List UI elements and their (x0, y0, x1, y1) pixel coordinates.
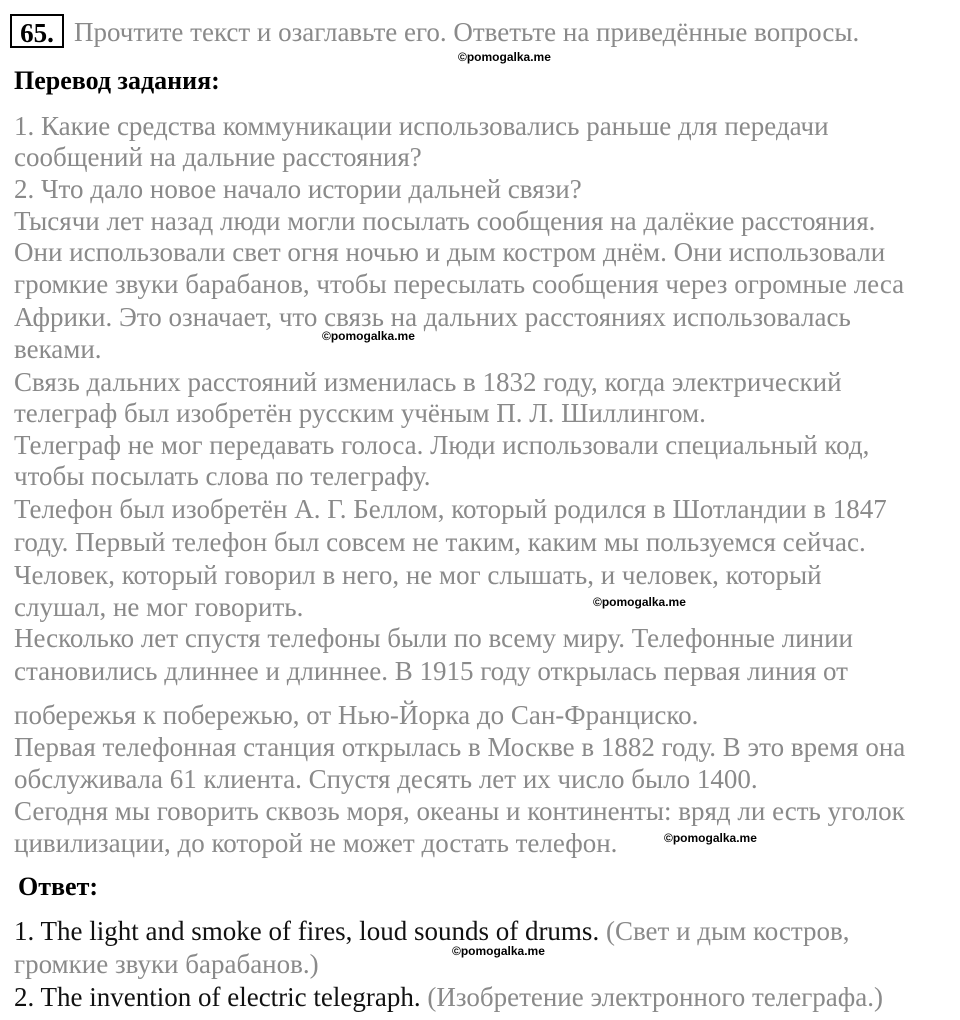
task-number: 65. (10, 14, 64, 48)
answer-2 (14, 981, 883, 1013)
text-line: Телеграф не мог передавать голоса. Люди использовали специальный код, (14, 430, 870, 460)
text-line: Сегодня мы говорить сквозь моря, океаны и континенты: вряд ли есть уголок (14, 796, 905, 826)
text-line: Человек, который говорил в него, не мог слышать, и человек, который (14, 560, 822, 590)
text-line: веками. (14, 334, 102, 364)
text-line: побережья к побережью, от Нью-Йорка до Сан-Франциско. (14, 700, 699, 730)
watermark: ©pomogalka.me (593, 595, 686, 609)
text-line: Несколько лет спустя телефоны были по всему миру. Телефонные линии (14, 623, 853, 653)
text-line: громкие звуки барабанов, чтобы пересылать сообщения через огромные леса (14, 269, 905, 299)
text-line: Первая телефонная станция открылась в Москве в 1882 году. В это время она (14, 732, 906, 762)
watermark: ©pomogalka.me (664, 831, 757, 845)
task-instruction: Прочтите текст и озаглавьте его. Ответьте на приведённые вопросы. (74, 17, 860, 47)
answer-heading: Ответ: (18, 872, 99, 901)
text-line: Связь дальних расстояний изменилась в 1832 году, когда электрический (14, 367, 842, 397)
text-line: 2. Что дало новое начало истории дальней связи? (14, 174, 582, 204)
text-line: Тысячи лет назад люди могли посылать сообщения на далёкие расстояния. (14, 206, 876, 236)
text-line: Они использовали свет огня ночью и дым костром днём. Они использовали (14, 237, 886, 267)
answer-1-russian: (Свет и дым костров, (605, 916, 850, 946)
text-line: чтобы посылать слова по телеграфу. (14, 461, 431, 491)
translation-heading: Перевод задания: (14, 66, 220, 95)
text-line: телеграф был изобретён русским учёным П. Л. Шиллингом. (14, 398, 706, 428)
answer-1-continued: громкие звуки барабанов.) (14, 949, 319, 979)
answer-2-english: 2. The invention of electric telegraph. (14, 982, 421, 1012)
answer-1-english: 1. The light and smoke of fires, loud sounds of drums. (14, 916, 600, 946)
text-line: Телефон был изобретён А. Г. Беллом, который родился в Шотландии в 1847 (14, 494, 887, 524)
text-line: слушал, не мог говорить. (14, 592, 304, 622)
text-line: 1. Какие средства коммуникации использовались раньше для передачи (14, 111, 829, 141)
text-line: обслуживала 61 клиента. Спустя десять лет их число было 1400. (14, 764, 758, 794)
text-line: становились длиннее и длиннее. В 1915 году открылась первая линия от (14, 656, 848, 686)
answer-1 (14, 915, 850, 947)
answer-2-russian: (Изобретение электронного телеграфа.) (427, 982, 884, 1012)
text-line: Африки. Это означает, что связь на дальних расстояниях использовалась (14, 302, 851, 332)
watermark: ©pomogalka.me (458, 50, 551, 64)
watermark: ©pomogalka.me (322, 329, 415, 343)
text-line: сообщений на дальние расстояния? (14, 142, 422, 172)
watermark: ©pomogalka.me (452, 944, 545, 958)
text-line: цивилизации, до которой не может достать телефон. (14, 828, 618, 858)
text-line: году. Первый телефон был совсем не таким, каким мы пользуемся сейчас. (14, 527, 866, 557)
